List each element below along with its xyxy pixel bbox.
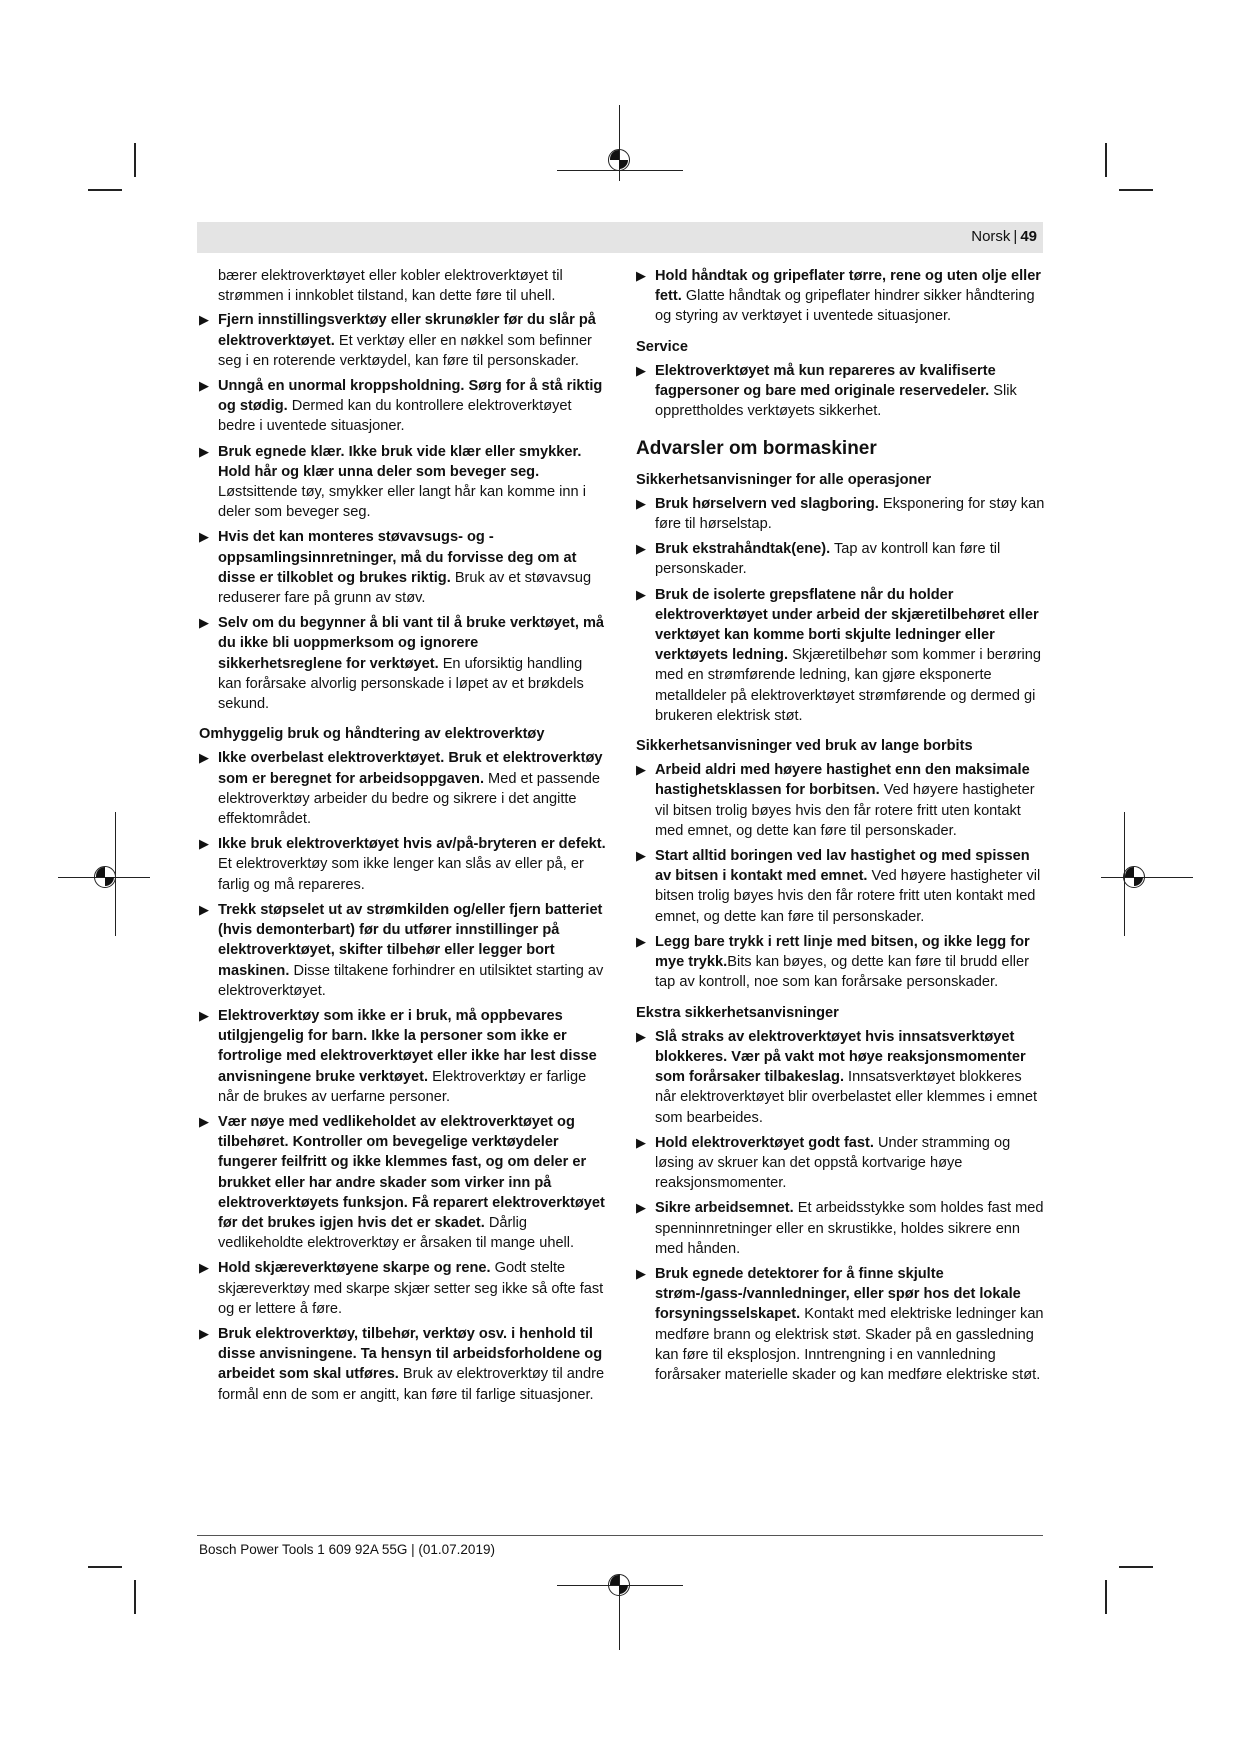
list-item: ▶ Sikre arbeidsemnet. Et arbeidsstykke som holdes fast med spenninnretninger eller en skrustikke, holdes sikrere enn med hånden. bbox=[636, 1200, 1044, 1257]
list-d bbox=[636, 760, 1046, 992]
list-item: ▶ Hvis det kan monteres støvavsugs- og -oppsamlingsinnretninger, må du forvisse deg om at disse er tilkoblet og brukes riktig. Bruk av et støvavsug reduserer fare på grunn av støv. bbox=[199, 529, 592, 607]
section-title-drills: Advarsler om bormaskiner bbox=[636, 438, 877, 460]
list-item: ▶ Vær nøye med vedlikeholdet av elektroverktøyet og tilbehøret. Kontroller om bevegelige verktøydeler fungerer feilfritt og ikke klemmes fast, og om deler er brukket eller har andre skader som virker inn på elektroverktøyets funksjon. Få reparert elektroverktøyet før det brukes igjen hvis det er skadet. Dårlig vedlikeholdte elektroverktøy er årsaken til mange uhell. bbox=[199, 1113, 605, 1252]
list-item: ▶ Bruk egnede detektorer for å finne skjulte strøm-/gass-/vannledninger, eller spør hos det lokale forsyningsselskapet. Kontakt med elektriske ledninger kan medføre brann og elektrisk støt. Skader på en gassledning kan føre til eksplosjon. Inntrengning i en vannledning forårsaker materielle skader og kan medføre elektriske støt. bbox=[636, 1265, 1044, 1383]
bullet-arrow-icon: ▶ bbox=[636, 1265, 646, 1281]
bullet-arrow-icon: ▶ bbox=[199, 1007, 209, 1023]
bullet-arrow-icon: ▶ bbox=[636, 848, 646, 864]
list-a bbox=[199, 310, 606, 714]
bullet-arrow-icon: ▶ bbox=[199, 750, 209, 766]
list-b bbox=[199, 748, 606, 1404]
list-item: ▶ Ikke overbelast elektroverktøyet. Bruk et elektroverktøy som er beregnet for arbeidsoppgaven. Med et passende elektroverktøy arbeider du bedre og sikrere i det angitte effektområdet. bbox=[199, 750, 603, 828]
bullet-arrow-icon: ▶ bbox=[636, 362, 646, 378]
list-item: ▶ Trekk støpselet ut av strømkilden og/eller fjern batteriet (hvis demonterbart) før du utfører innstillinger på elektroverktøyet, skifter tilbehør eller legger bort maskinen. Disse tiltakene forhindrer en utilsiktet starting av elektroverktøyet. bbox=[199, 901, 604, 999]
list-item: ▶ Start alltid boringen ved lav hastighet og med spissen av bitsen i kontakt med emnet. Ved høyere hastigheter vil bitsen trolig bøyes hvis den får rotere fritt uten kontakt med emnet, og dette kan føre til personskader. bbox=[636, 848, 1041, 925]
list-item: ▶ Slå straks av elektroverktøyet hvis innsatsverktøyet blokkeres. Vær på vakt mot høye reaksjonsmomenter som forårsaker tilbakeslag. Innsatsverktøyet blokkeres når elektroverktøyet blir overbelastet eller klemmes i emnet som bearbeides. bbox=[636, 1028, 1038, 1126]
list-item: ▶ Elektroverktøyet må kun repareres av kvalifiserte fagpersoner og bare med originale reservedeler. Slik opprettholdes verktøyets sikkerhet. bbox=[636, 362, 1017, 420]
list-right-a bbox=[636, 266, 1046, 327]
footer-divider bbox=[197, 1535, 1043, 1536]
list-e bbox=[636, 1027, 1046, 1385]
subheading-service: Service bbox=[636, 338, 688, 355]
bullet-arrow-icon: ▶ bbox=[636, 541, 646, 557]
list-item: ▶ Hold skjæreverktøyene skarpe og rene. Godt stelte skjæreverktøy med skarpe skjær setter seg ikke så ofte fast og er lettere å føre. bbox=[199, 1260, 604, 1317]
bullet-arrow-icon: ▶ bbox=[199, 443, 209, 459]
right-column bbox=[636, 266, 1046, 1390]
list-item: ▶ Bruk ekstrahåndtak(ene). Tap av kontroll kan føre til personskader. bbox=[636, 541, 1001, 578]
page-header bbox=[197, 222, 1043, 253]
header-separator: | bbox=[1013, 228, 1018, 245]
list-item: ▶ Hold elektroverktøyet godt fast. Under stramming og løsing av skruer kan det oppstå kortvarige høye reaksjonsmomenter. bbox=[636, 1134, 1011, 1192]
bullet-arrow-icon: ▶ bbox=[199, 901, 209, 917]
page-footer: Bosch Power Tools 1 609 92A 55G | (01.07.2019) bbox=[199, 1542, 495, 1557]
left-column bbox=[199, 266, 606, 1410]
subheading-extra-safety: Ekstra sikkerhetsanvisninger bbox=[636, 1004, 839, 1021]
bullet-arrow-icon: ▶ bbox=[636, 495, 646, 511]
list-item: ▶ Arbeid aldri med høyere hastighet enn den maksimale hastighetsklassen for borbitsen. Ved høyere hastigheter vil bitsen trolig bøyes hvis den får rotere fritt uten kontakt med emnet, og dette kan føre til personskader. bbox=[636, 762, 1035, 839]
subheading-long-bits: Sikkerhetsanvisninger ved bruk av lange borbits bbox=[636, 738, 973, 755]
list-item: ▶ Bruk hørselvern ved slagboring. Eksponering for støy kan føre til hørselstap. bbox=[636, 495, 1045, 533]
bullet-arrow-icon: ▶ bbox=[636, 1200, 646, 1216]
bullet-arrow-icon: ▶ bbox=[199, 1260, 209, 1276]
bullet-arrow-icon: ▶ bbox=[199, 378, 209, 394]
bullet-arrow-icon: ▶ bbox=[636, 268, 646, 283]
bullet-arrow-icon: ▶ bbox=[199, 312, 209, 328]
bullet-arrow-icon: ▶ bbox=[636, 1134, 646, 1150]
bullet-arrow-icon: ▶ bbox=[636, 933, 646, 949]
header-text bbox=[971, 228, 1043, 245]
list-item: ▶ Bruk egnede klær. Ikke bruk vide klær eller smykker. Hold hår og klær unna deler som beveger seg. Løstsittende tøy, smykker eller langt hår kan komme inn i deler som beveger seg. bbox=[199, 443, 586, 521]
list-c bbox=[636, 494, 1046, 726]
bullet-arrow-icon: ▶ bbox=[199, 836, 209, 852]
bullet-arrow-icon: ▶ bbox=[199, 1113, 209, 1129]
bullet-arrow-icon: ▶ bbox=[636, 586, 646, 602]
page-number: 49 bbox=[1020, 228, 1037, 245]
header-section: Norsk bbox=[971, 228, 1011, 245]
list-item: ▶ Unngå en unormal kroppsholdning. Sørg for å stå riktig og stødig. Dermed kan du kontrollere elektroverktøyet bedre i uventede situasjoner. bbox=[199, 378, 603, 435]
list-item: ▶ Hold håndtak og gripeflater tørre, rene og uten olje eller fett. Glatte håndtak og gripeflater hindrer sikker håndtering og styring av verktøyet i uventede situasjoner. bbox=[636, 268, 1041, 325]
bullet-arrow-icon: ▶ bbox=[199, 615, 209, 631]
subheading-careful-use: Omhyggelig bruk og håndtering av elektroverktøy bbox=[199, 726, 545, 743]
list-service bbox=[636, 361, 1046, 422]
continued-paragraph: bærer elektroverktøyet eller kobler elektroverktøyet til strømmen i innkoblet tilstand, kan dette føre til uhell. bbox=[218, 268, 563, 305]
bullet-arrow-icon: ▶ bbox=[636, 762, 646, 778]
list-item: ▶ Legg bare trykk i rett linje med bitsen, og ikke legg for mye trykk.Bits kan bøyes, og dette kan føre til brudd eller tap av kontroll, noe som kan forårsake personskader. bbox=[636, 933, 1030, 991]
bullet-arrow-icon: ▶ bbox=[199, 529, 209, 545]
bullet-arrow-icon: ▶ bbox=[199, 1325, 209, 1341]
list-item: ▶ Fjern innstillingsverktøy eller skrunøkler før du slår på elektroverktøyet. Et verktøy eller en nøkkel som befinner seg i en roterende verktøydel, kan føre til personskader. bbox=[199, 312, 596, 369]
list-item: ▶ Elektroverktøy som ikke er i bruk, må oppbevares utilgjengelig for barn. Ikke la personer som ikke er fortrolige med elektroverktøyet eller ikke har lest disse anvisningene bruke verktøyet. Elektroverktøy er farlige når de brukes av uerfarne personer. bbox=[199, 1007, 597, 1105]
list-item: ▶ Bruk de isolerte grepsflatene når du holder elektroverktøyet under arbeid der skjæretilbehøret eller verktøyet kan komme borti skjulte ledninger eller verktøyets ledning. Skjæretilbehør som kommer i berøring med en strømførende ledning, kan gjøre eksponerte metalldeler på elektroverktøyet strømførende og dermed gi brukeren elektrisk støt. bbox=[636, 586, 1042, 724]
list-item: ▶ Ikke bruk elektroverktøyet hvis av/på-bryteren er defekt. Et elektroverktøy som ikke lenger kan slås av eller på, er farlig og må repareres. bbox=[199, 836, 606, 893]
bullet-arrow-icon: ▶ bbox=[636, 1028, 646, 1044]
subheading-all-operations: Sikkerhetsanvisninger for alle operasjoner bbox=[636, 471, 932, 488]
list-item: ▶ Bruk elektroverktøy, tilbehør, verktøy osv. i henhold til disse anvisningene. Ta hensyn til arbeidsforholdene og arbeidet som skal utføres. Bruk av elektroverktøy til andre formål enn de som er angitt, kan føre til farlige situasjoner. bbox=[199, 1325, 605, 1403]
list-item: ▶ Selv om du begynner å bli vant til å bruke verktøyet, må du ikke bli uoppmerksom og ignorere sikkerhetsreglene for verktøyet. En uforsiktig handling kan forårsake alvorlig personskade i løpet av et brøkdels sekund. bbox=[199, 615, 605, 713]
